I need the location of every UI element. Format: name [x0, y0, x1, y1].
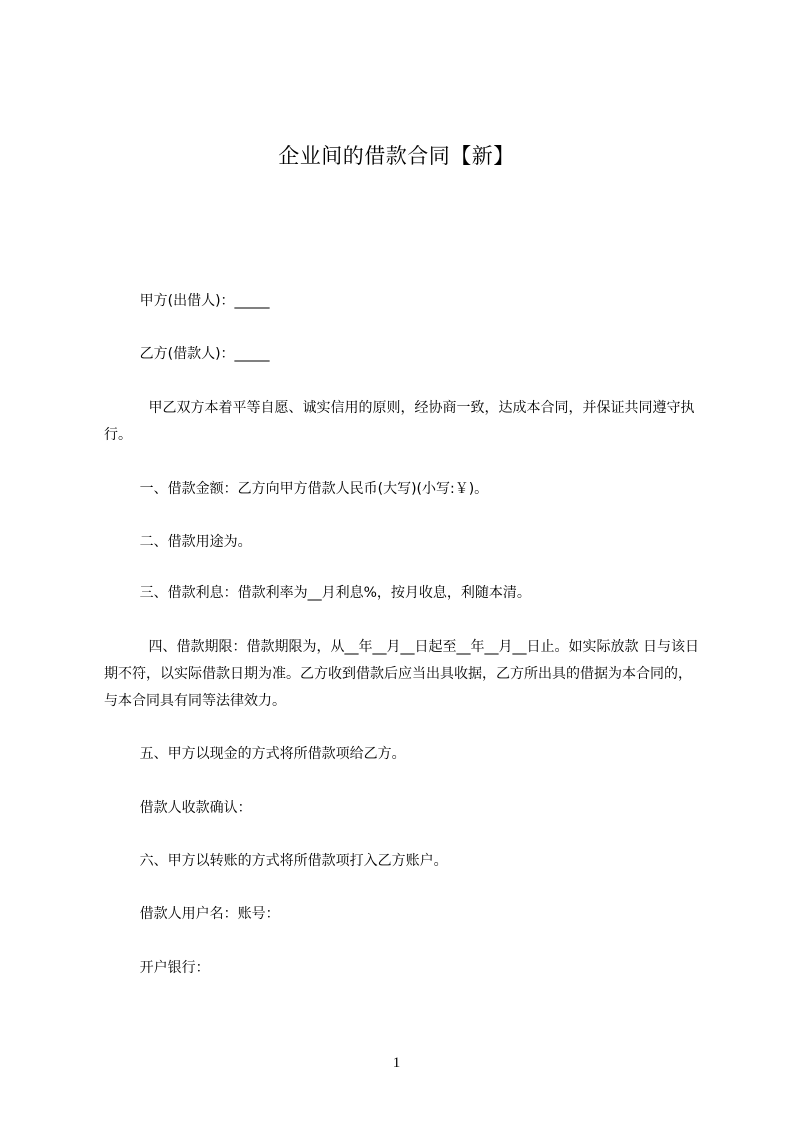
clause-interest: 三、借款利息：借款利率为__月利息%，按月收息，利随本清。 — [104, 585, 531, 601]
borrower-account-line: 借款人用户名：账号： — [104, 906, 280, 922]
receipt-confirmation-line: 借款人收款确认： — [104, 800, 252, 816]
clause-transfer-payment: 六、甲方以转账的方式将所借款项打入乙方账户。 — [104, 853, 448, 869]
clause-cash-payment: 五、甲方以现金的方式将所借款项给乙方。 — [104, 746, 406, 762]
page-number: 1 — [392, 1055, 401, 1071]
clause-purpose: 二、借款用途为。 — [104, 534, 252, 550]
document-title: 企业间的借款合同【新】 — [278, 144, 515, 168]
party-b-line: 乙方(借款人)：_____ — [104, 346, 270, 362]
clause-amount: 一、借款金额：乙方向甲方借款人民币(大写)(小写:￥)。 — [104, 481, 489, 497]
clause-term: 四、借款期限：借款期限为，从__年__月__日起至__年__月__日止。如实际放款 日与该日期不符，以实际借款日期为准。乙方收到借款后应当出具收据，乙方所出具的借据为本合同的，与本合同具有同等法律效力。 — [104, 639, 699, 709]
bank-line: 开户银行： — [104, 960, 210, 976]
party-a-line: 甲方(出借人)：_____ — [104, 293, 270, 309]
preamble-paragraph: 甲乙双方本着平等自愿、诚实信用的原则，经协商一致，达成本合同，并保证共同遵守执行。 — [104, 400, 695, 443]
